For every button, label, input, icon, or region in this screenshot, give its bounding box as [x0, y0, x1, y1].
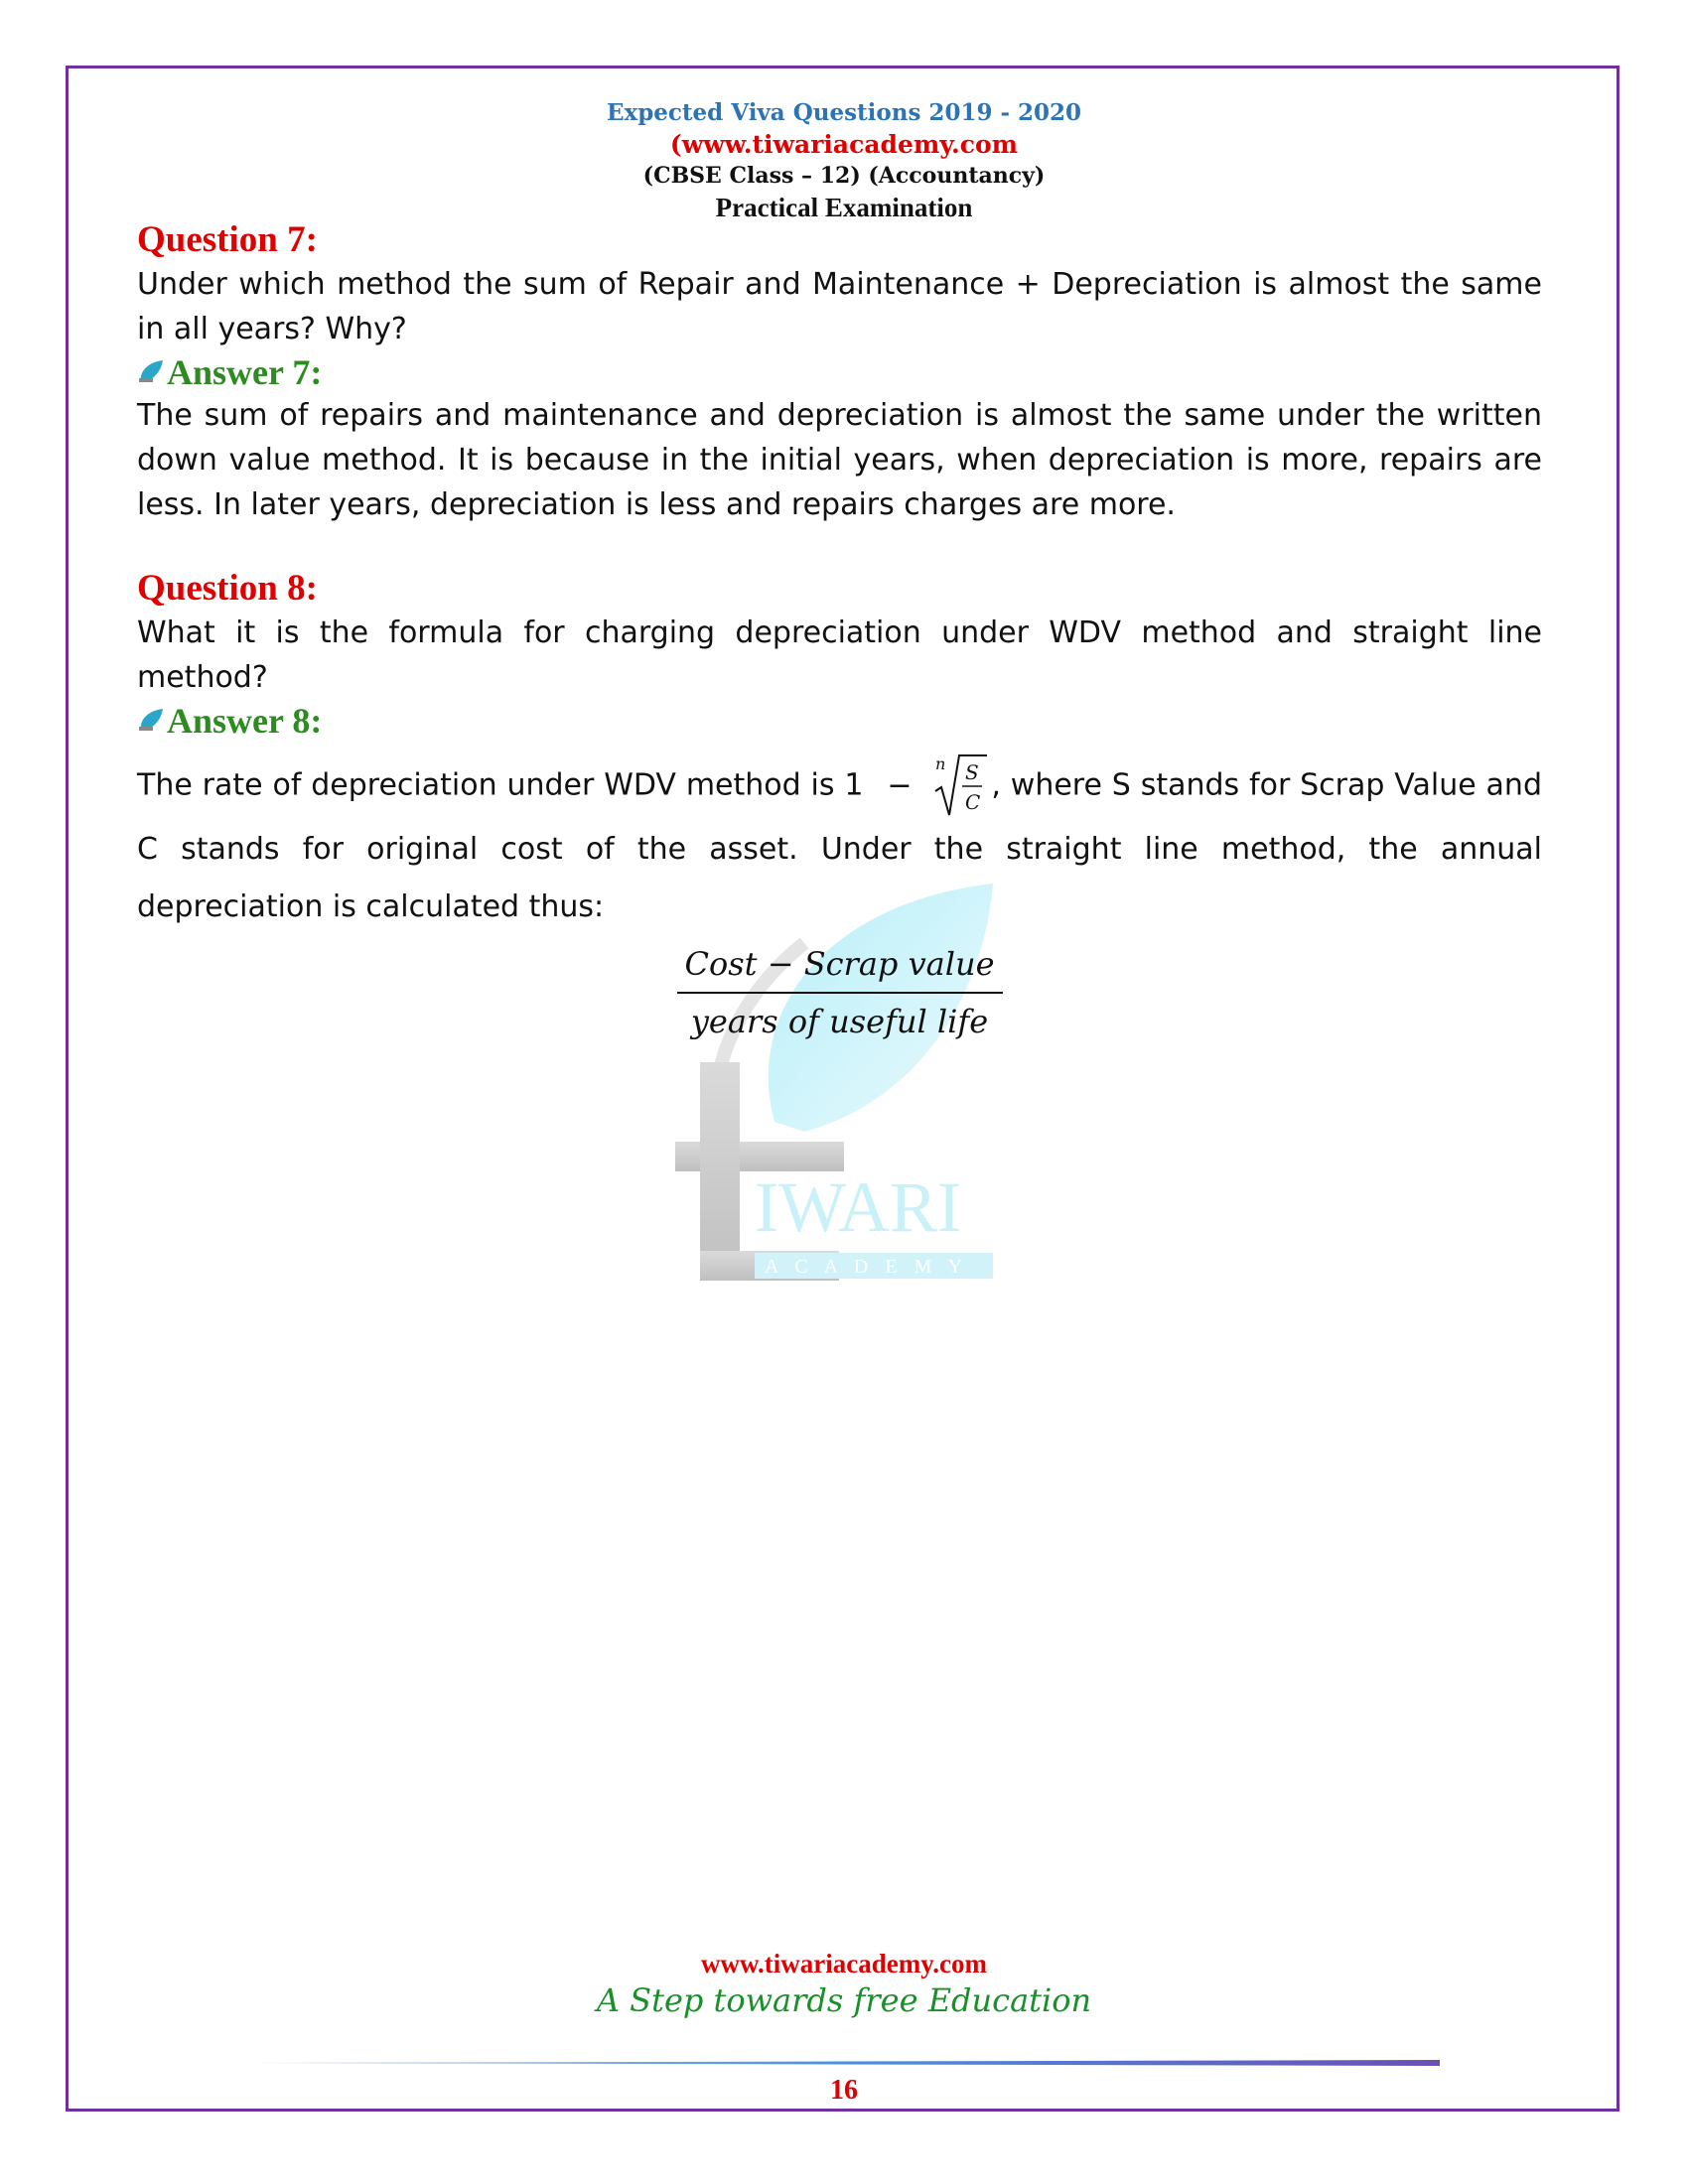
- answer-8-post: where S stands for Scrap Value and C stands for original cost of the asset. Under the straight line method, the annual depreciation is calculated thus:: [137, 767, 1542, 924]
- answer-8-heading: [137, 700, 1542, 742]
- question-7-text: Under which method the sum of Repair and Maintenance + Depreciation is almost the same in all years? Why?: [137, 267, 1542, 346]
- formula-numerator: Cost − Scrap value: [677, 942, 1003, 994]
- answer-8-title: Answer 8:: [167, 701, 323, 741]
- page-content: [137, 218, 1542, 1043]
- minus-sign: −: [887, 767, 913, 803]
- question-7-title: Question 7:: [137, 219, 318, 260]
- header-class-subject: (CBSE Class – 12) (Accountancy): [642, 163, 1046, 189]
- root-numerator: S: [965, 760, 980, 784]
- nth-root-formula: [931, 751, 987, 821]
- header-exam: Practical Examination: [715, 193, 973, 222]
- answer-7-text: The sum of repairs and maintenance and depreciation is almost the same under the written down value method. It is because in the initial years, when depreciation is more, repairs are less. In later years, depreciation is less and repairs charges are more.: [137, 398, 1542, 522]
- footer-divider: [248, 2057, 1440, 2069]
- question-8-text: What it is the formula for charging depreciation under WDV method and straight line method?: [137, 615, 1542, 695]
- page-number: 16: [830, 2075, 858, 2106]
- leaf-icon: [137, 707, 165, 735]
- root-index: n: [935, 754, 946, 773]
- header-title: Expected Viva Questions 2019 - 2020: [606, 99, 1082, 126]
- answer-8-pre: The rate of depreciation under WDV method is 1: [137, 767, 864, 803]
- root-sign-icon: [931, 751, 987, 821]
- straight-line-formula: [137, 942, 1542, 1043]
- footer-website-link[interactable]: www.tiwariacademy.com: [701, 1949, 987, 1979]
- header-website[interactable]: (www.tiwariacademy.com: [669, 130, 1019, 159]
- leaf-icon: [137, 358, 165, 386]
- watermark-sub: A C A D E M Y: [765, 1256, 969, 1278]
- formula-denominator: years of useful life: [690, 1003, 989, 1040]
- footer-slogan: A Step towards free Education: [596, 1981, 1092, 2019]
- answer-7-title: Answer 7:: [167, 352, 323, 392]
- formula-comma: ,: [991, 767, 1001, 803]
- answer-8-text: [137, 751, 1542, 936]
- page-header: [0, 97, 1688, 224]
- answer-7-heading: [137, 351, 1542, 393]
- watermark-word: IWARI: [755, 1167, 961, 1247]
- root-denominator: C: [965, 790, 981, 814]
- question-8-title: Question 8:: [137, 568, 318, 609]
